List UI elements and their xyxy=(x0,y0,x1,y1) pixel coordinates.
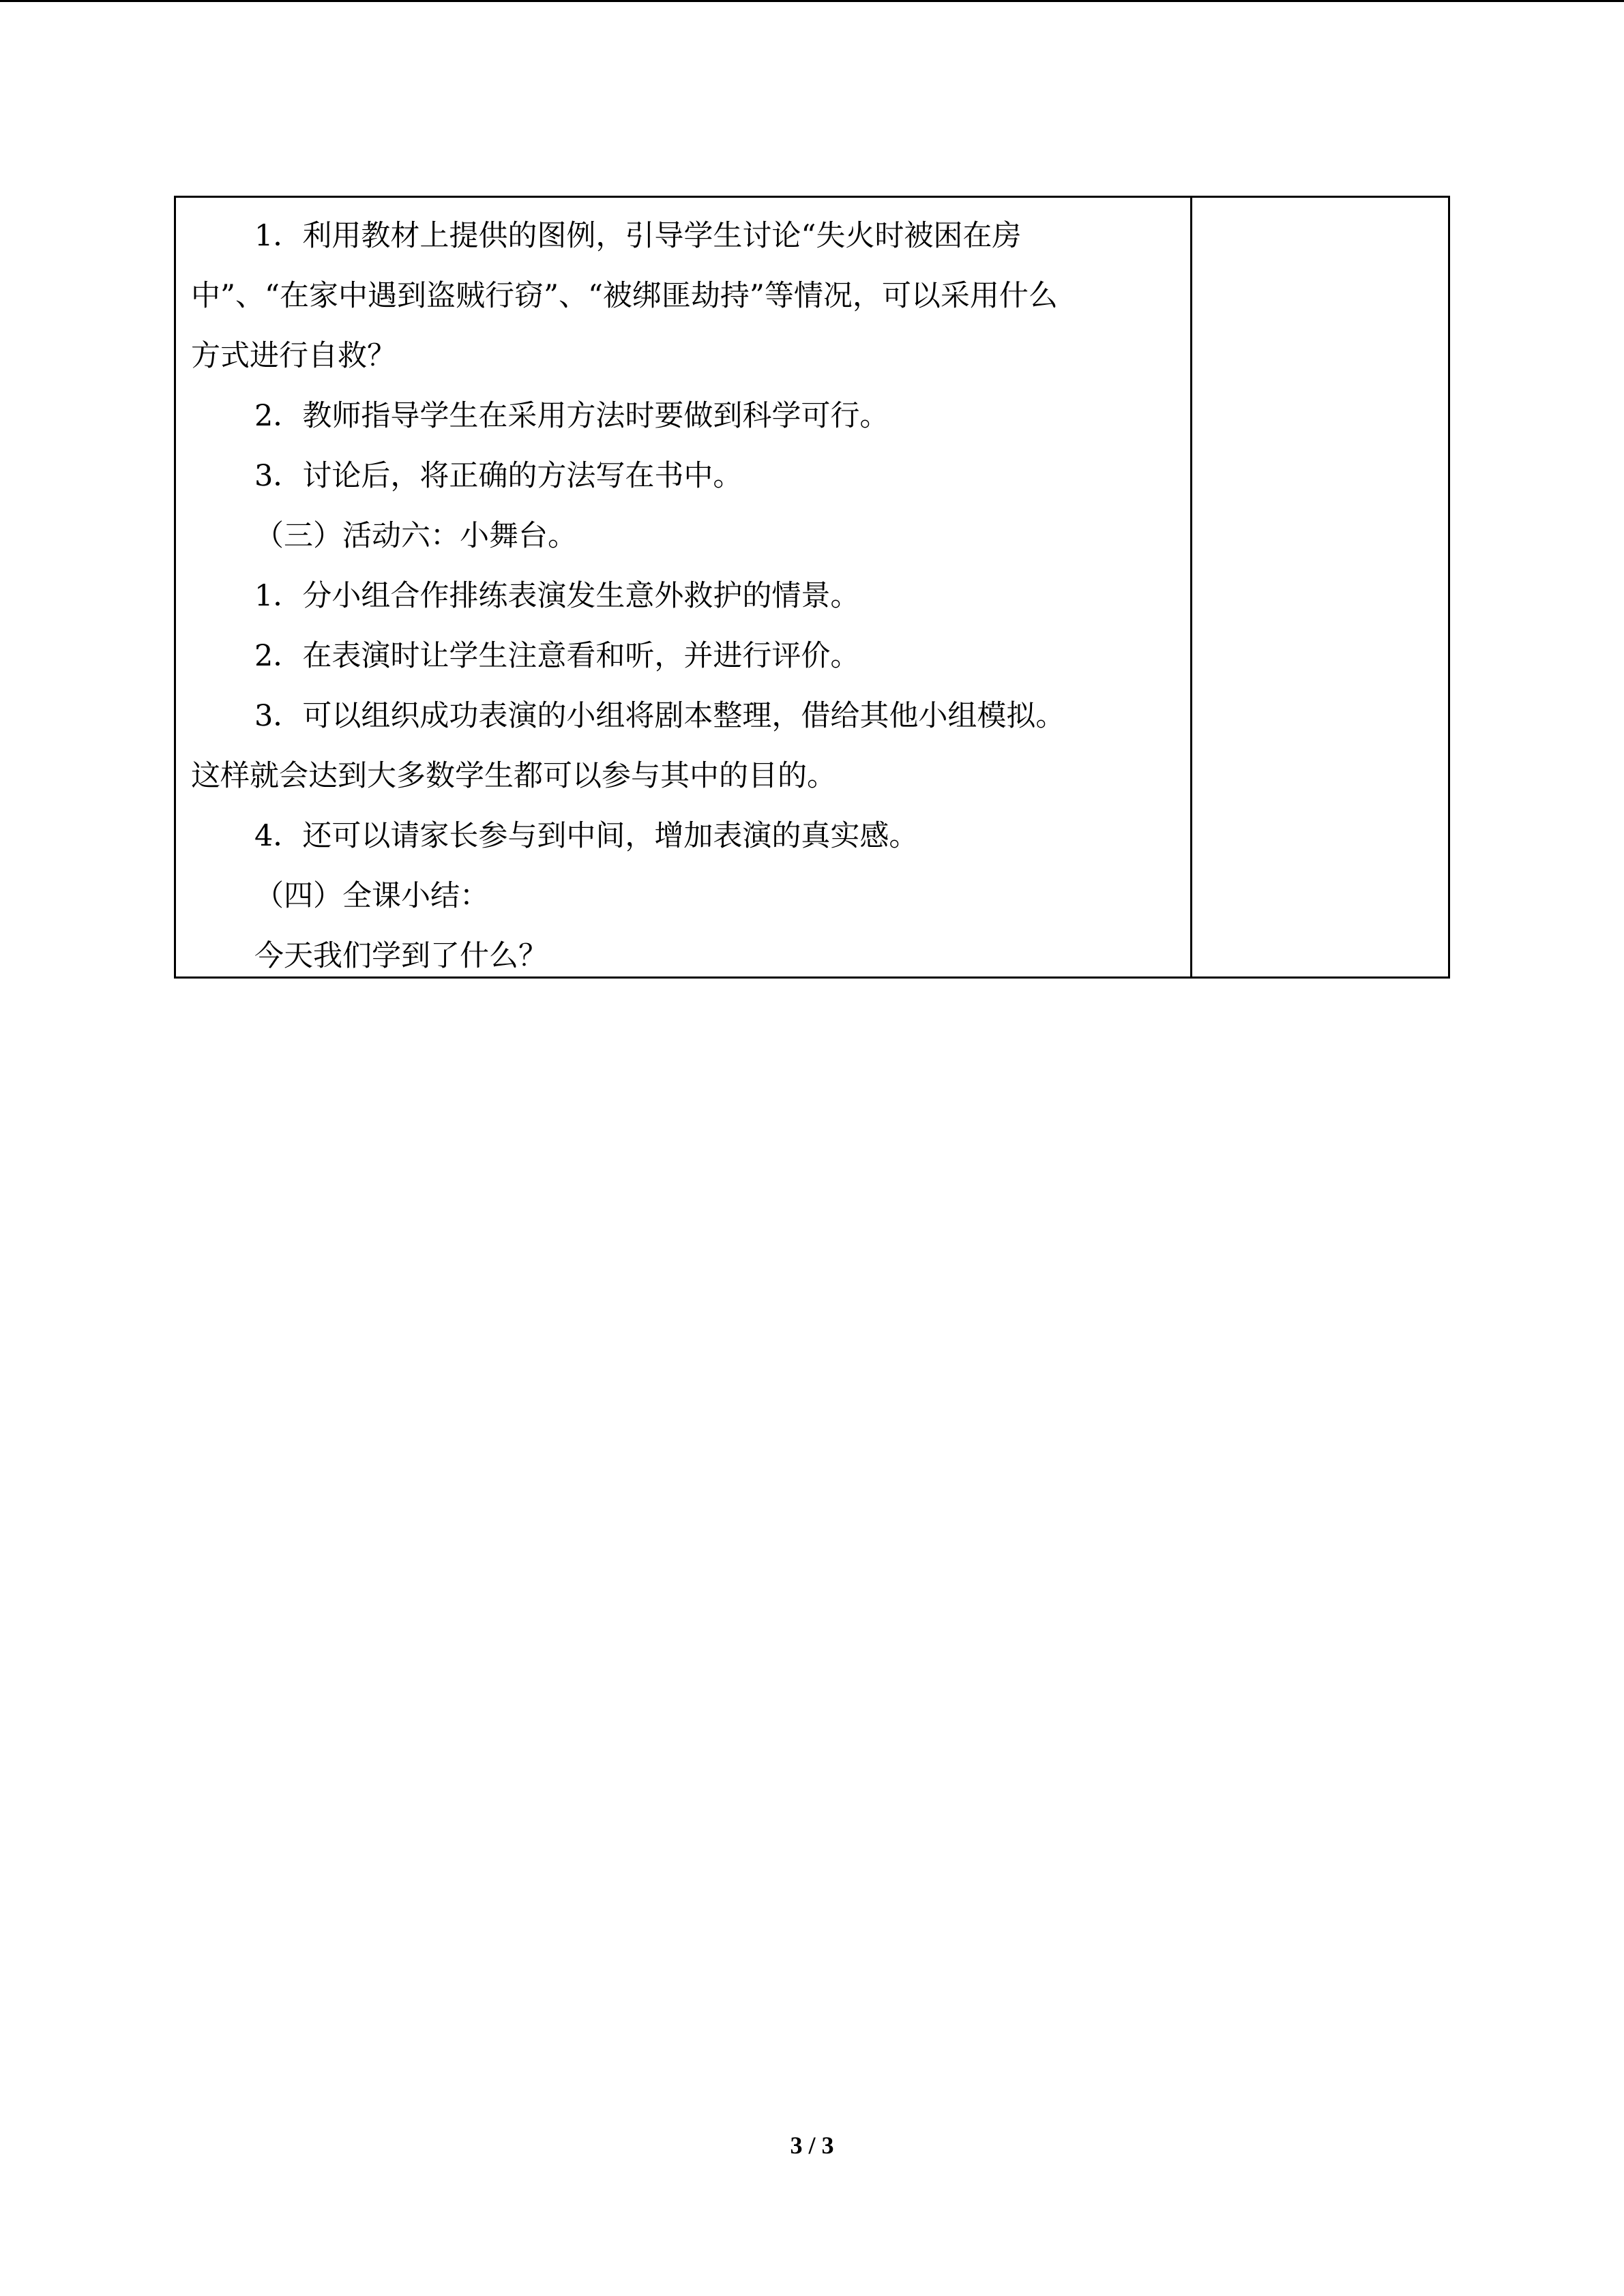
paragraph: 1．利用教材上提供的图例，引导学生讨论“失火时被困在房 xyxy=(254,219,1022,253)
paragraph: 今天我们学到了什么？ xyxy=(254,939,548,973)
notes-cell xyxy=(1192,198,1448,976)
paragraph: 4．还可以请家长参与到中间，增加表演的真实感。 xyxy=(254,819,919,853)
page-number: 3 / 3 xyxy=(790,2132,834,2159)
paragraph: 3．可以组织成功表演的小组将剧本整理，借给其他小组模拟。 xyxy=(254,699,1065,733)
page-top-rule xyxy=(0,0,1624,2)
paragraph: 中”、“在家中遇到盗贼行窃”、“被绑匪劫持”等情况，可以采用什么 xyxy=(191,279,1058,313)
paragraph: 2．教师指导学生在采用方法时要做到科学可行。 xyxy=(254,399,889,433)
section-heading: （四）全课小结： xyxy=(254,879,489,913)
paragraph: 这样就会达到大多数学生都可以参与其中的目的。 xyxy=(191,759,836,793)
lesson-content-cell xyxy=(176,198,1192,976)
section-heading: （三）活动六：小舞台。 xyxy=(254,519,577,553)
paragraph: 1．分小组合作排练表演发生意外救护的情景。 xyxy=(254,579,860,613)
paragraph: 2．在表演时让学生注意看和听，并进行评价。 xyxy=(254,639,860,673)
lesson-plan-table xyxy=(174,196,1450,979)
paragraph: 方式进行自救？ xyxy=(191,339,396,373)
paragraph: 3．讨论后，将正确的方法写在书中。 xyxy=(254,459,743,493)
